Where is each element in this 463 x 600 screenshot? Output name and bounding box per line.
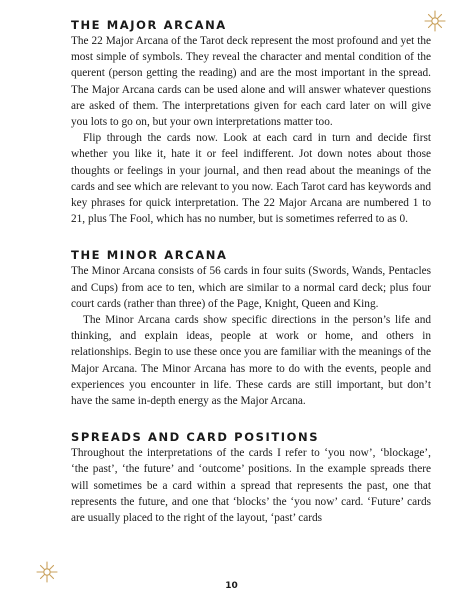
- section-heading-spreads: SPREADS AND CARD POSITIONS: [71, 430, 320, 445]
- paragraph-minor-arcana-2: The Minor Arcana cards show specific directions in the person’s life and thinking, and explain ideas, people at work or home, and others in relationships. Begin to use these once you are familiar with the meanings of the Major Arcana. The Minor Arcana has more to do with the events, people and experiences you encounter in life. These cards are still important, but don’t have the same in-depth energy as the Major Arcana.: [71, 314, 431, 408]
- page-number: 10: [225, 581, 238, 591]
- page-content: [71, 17, 431, 526]
- star-icon: [36, 561, 58, 583]
- paragraph-major-arcana-1: The 22 Major Arcana of the Tarot deck represent the most profound and yet the most simple of symbols. They reveal the character and mental condition of the querent (person getting the reading) and are the most important in the spread. The Major Arcana cards can be used alone and will answer whatever questions are asked of them. The interpretations given for each card later on will give you lots to go on, but your own interpretations matter too.: [71, 35, 431, 129]
- section-heading-minor-arcana: THE MINOR ARCANA: [71, 248, 228, 263]
- paragraph-major-arcana-2: Flip through the cards now. Look at each card in turn and decide first whether you like it, hate it or feel indifferent. Jot down notes about those thoughts or feelings in your journal, and then read about the meanings of the cards and see which are relevant to you now. Each Tarot card has keywords and key phrases for quick interpretation. The 22 Major Arcana are numbered 1 to 21, plus The Fool, which has no number, but is sometimes referred to as 0.: [71, 132, 431, 226]
- paragraph-minor-arcana-1: The Minor Arcana consists of 56 cards in four suits (Swords, Wands, Pentacles and Cups) from ace to ten, which are similar to a normal card deck; plus four court cards (rather than three) of the Page, Knight, Queen and King.: [71, 265, 431, 310]
- paragraph-spreads-1: Throughout the interpretations of the cards I refer to ‘you now’, ‘blockage’, ‘the past’, ‘the future’ and ‘outcome’ positions. In the example spreads there will sometimes be a card within a spread that represents the past, one that represents the future, and one that ‘blocks’ the ‘you now’ card. ‘Future’ cards are usually placed to the right of the layout, ‘past’ cards: [71, 447, 431, 525]
- section-heading-major-arcana: THE MAJOR ARCANA: [71, 18, 227, 32]
